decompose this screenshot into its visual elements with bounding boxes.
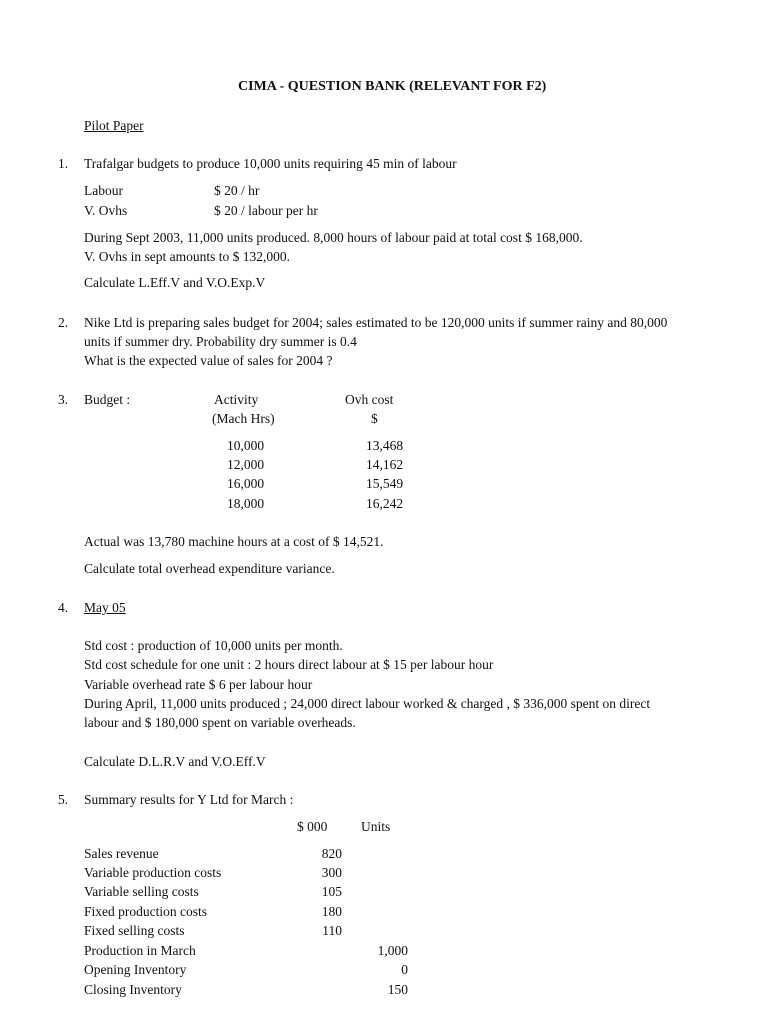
q1-text: Trafalgar budgets to produce 10,000 units requiring 45 min of labour xyxy=(84,156,457,171)
document-title: CIMA - QUESTION BANK (RELEVANT FOR F2) xyxy=(238,79,547,94)
q5-row-label: Fixed production costs xyxy=(84,904,207,919)
q3-col-header: Ovh cost xyxy=(345,392,394,407)
q5-row-units: 150 xyxy=(387,982,408,997)
q5-row-money: 300 xyxy=(321,865,342,880)
q1-paragraph: V. Ovhs in sept amounts to $ 132,000. xyxy=(84,249,291,264)
q3-cost: 14,162 xyxy=(366,457,404,472)
q3-number: 3. xyxy=(58,392,69,407)
q4-number: 4. xyxy=(58,600,69,615)
q5-row-label: Variable production costs xyxy=(84,865,222,880)
q4-calculate: Calculate D.L.R.V and V.O.Eff.V xyxy=(84,754,266,769)
q2-line: units if summer dry. Probability dry summer is 0.4 xyxy=(84,334,357,349)
q5-row-label: Fixed selling costs xyxy=(84,923,185,938)
q1-row-value: $ 20 / labour per hr xyxy=(214,203,318,218)
q3-activity: 10,000 xyxy=(227,438,265,453)
q1-row-label: V. Ovhs xyxy=(84,203,128,218)
q1-row-value: $ 20 / hr xyxy=(214,183,260,198)
q5-row-label: Sales revenue xyxy=(84,846,159,861)
q5-row-money: 820 xyxy=(321,846,342,861)
q3-activity: 18,000 xyxy=(227,496,265,511)
q3-cost: 16,242 xyxy=(366,496,404,511)
q5-col-header: Units xyxy=(361,819,391,834)
q2-number: 2. xyxy=(58,315,69,330)
q3-activity: 16,000 xyxy=(227,476,265,491)
q1-paragraph: During Sept 2003, 11,000 units produced. 8,000 hours of labour paid at total cost $ 168,000. xyxy=(84,230,583,245)
q5-row-label: Variable selling costs xyxy=(84,884,199,899)
section-heading: Pilot Paper xyxy=(84,118,144,133)
q5-row-money: 110 xyxy=(322,923,342,938)
q5-text: Summary results for Y Ltd for March : xyxy=(84,792,294,807)
q1-row-label: Labour xyxy=(84,183,123,198)
q5-row-label: Production in March xyxy=(84,943,196,958)
q5-row-money: 105 xyxy=(321,884,342,899)
q2-line: Nike Ltd is preparing sales budget for 2004; sales estimated to be 120,000 units if summer rainy and 80,000 xyxy=(84,315,668,330)
q4-line: Std cost : production of 10,000 units per month. xyxy=(84,638,343,653)
q3-col-subheader: (Mach Hrs) xyxy=(212,411,275,426)
q3-calculate: Calculate total overhead expenditure variance. xyxy=(84,561,335,576)
q3-col-subheader: $ xyxy=(371,411,378,426)
q2-line: What is the expected value of sales for 2004 ? xyxy=(84,353,333,368)
q5-row-label: Closing Inventory xyxy=(84,982,182,997)
q3-label: Budget : xyxy=(84,392,131,407)
q3-actual: Actual was 13,780 machine hours at a cost of $ 14,521. xyxy=(84,534,384,549)
q3-cost: 13,468 xyxy=(366,438,404,453)
q1-number: 1. xyxy=(58,156,69,171)
q5-row-units: 1,000 xyxy=(377,943,408,958)
q5-row-label: Opening Inventory xyxy=(84,962,187,977)
q3-cost: 15,549 xyxy=(366,476,404,491)
q5-number: 5. xyxy=(58,792,69,807)
q4-line: labour and $ 180,000 spent on variable overheads. xyxy=(84,715,356,730)
q4-heading: May 05 xyxy=(84,600,126,615)
q4-line: During April, 11,000 units produced ; 24,000 direct labour worked & charged , $ 336,000 spent on direct xyxy=(84,696,651,711)
q5-col-header: $ 000 xyxy=(297,819,328,834)
q5-row-units: 0 xyxy=(401,962,408,977)
q3-col-header: Activity xyxy=(214,392,259,407)
q5-row-money: 180 xyxy=(321,904,342,919)
q1-calculate: Calculate L.Eff.V and V.O.Exp.V xyxy=(84,275,266,290)
q4-line: Variable overhead rate $ 6 per labour hour xyxy=(84,677,313,692)
q4-line: Std cost schedule for one unit : 2 hours direct labour at $ 15 per labour hour xyxy=(84,657,494,672)
q3-activity: 12,000 xyxy=(227,457,265,472)
